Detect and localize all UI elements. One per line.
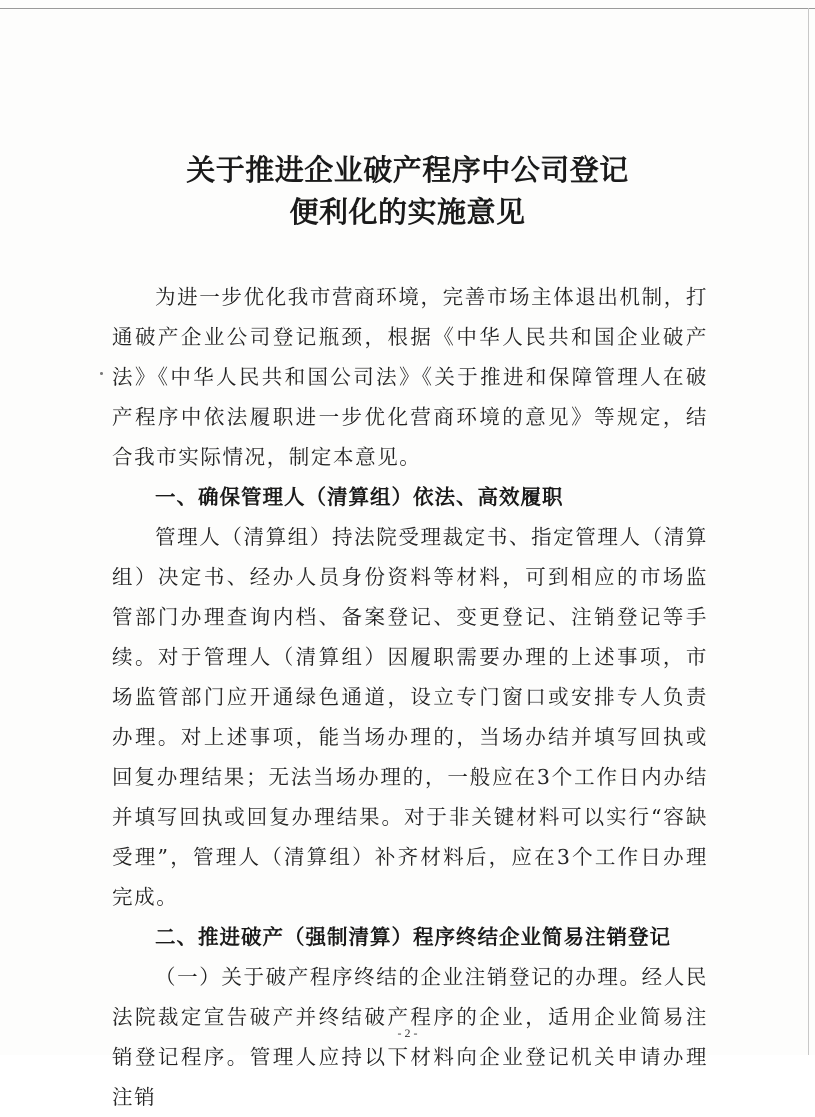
section-2-heading: 二、推进破产（强制清算）程序终结企业简易注销登记 xyxy=(155,925,672,949)
document-body xyxy=(112,277,708,1117)
document-title-line-1: 关于推进企业破产程序中公司登记 xyxy=(186,153,629,187)
scan-speck xyxy=(100,372,103,375)
document-title-line-2: 便利化的实施意见 xyxy=(289,195,526,229)
section-1-paragraph: 管理人（清算组）持法院受理裁定书、指定管理人（清算组）决定书、经办人员身份资料等材料，可到相应的市场监管部门办理查询内档、备案登记、变更登记、注销登记等手续。对于管理人（清算组）因履职需要办理的上述事项，市场监管部门应开通绿色通道，设立专门窗口或安排专人负责办理。对上述事项，能当场办理的，当场办结并填写回执或回复办理结果；无法当场办理的，一般应在3个工作日内办结并填写回执或回复办理结果。对于非关键材料可以实行“容缺受理”，管理人（清算组）补齐材料后，应在3个工作日办理完成。 xyxy=(112,525,708,909)
section-1-heading: 一、确保管理人（清算组）依法、高效履职 xyxy=(155,485,564,509)
intro-paragraph: 为进一步优化我市营商环境，完善市场主体退出机制，打通破产企业公司登记瓶颈，根据《中华人民共和国企业破产法》《中华人民共和国公司法》《关于推进和保障管理人在破产程序中依法履职进一步优化营商环境的意见》等规定，结合我市实际情况，制定本意见。 xyxy=(112,285,708,469)
scan-top-edge xyxy=(0,8,815,9)
page-number: - 2 - xyxy=(397,1026,418,1040)
section-2-paragraph: （一）关于破产程序终结的企业注销登记的办理。经人民法院裁定宣告破产并终结破产程序的企业，适用企业简易注销登记程序。管理人应持以下材料向企业登记机关申请办理注销 xyxy=(112,965,708,1109)
